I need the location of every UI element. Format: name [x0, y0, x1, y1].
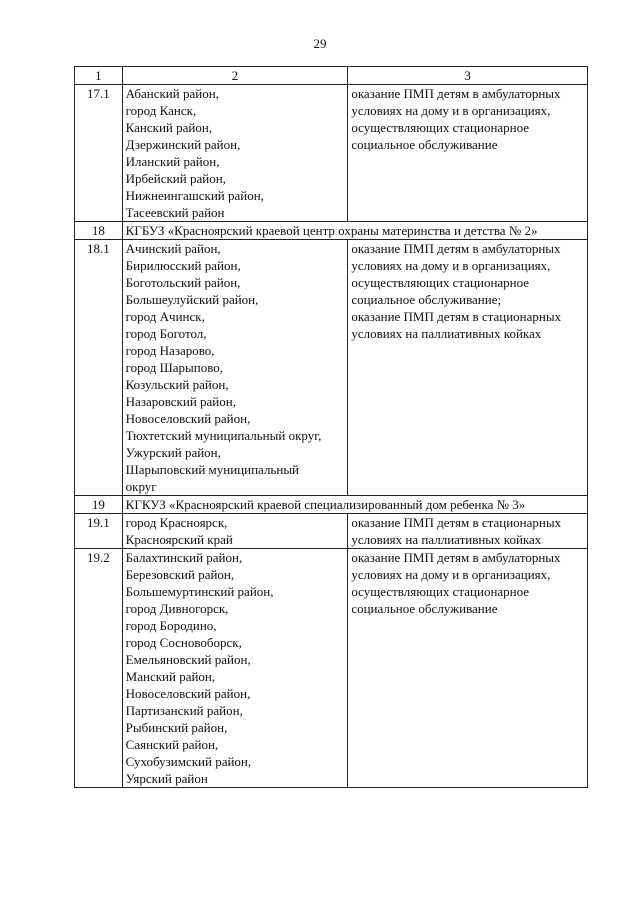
area-line: Абанский район,	[125, 86, 219, 101]
area-line: Боготольский район,	[125, 275, 241, 290]
area-line: Новоселовский район,	[125, 686, 251, 701]
header-col-2: 2	[122, 67, 348, 85]
organization-name: КГБУЗ «Красноярский краевой центр охраны материнства и детства № 2»	[122, 222, 587, 240]
row-number: 19	[75, 496, 123, 514]
services-table	[74, 66, 588, 788]
table-row	[75, 549, 588, 788]
table-row	[75, 514, 588, 549]
row-number: 19.1	[75, 514, 123, 549]
area-line: Большемуртинский район,	[125, 584, 274, 599]
table-row	[75, 240, 588, 496]
organization-name: КГКУЗ «Красноярский краевой специализированный дом ребенка № 3»	[122, 496, 587, 514]
area-line: Емельяновский район,	[125, 652, 251, 667]
services-cell	[348, 514, 588, 549]
area-line: Ирбейский район,	[125, 171, 226, 186]
header-col-3: 3	[348, 67, 588, 85]
service-line: условиях на дому и в организациях,	[351, 567, 551, 582]
area-line: Березовский район,	[125, 567, 235, 582]
areas-cell	[122, 85, 348, 222]
areas-cell	[122, 549, 348, 788]
table-row	[75, 85, 588, 222]
area-line: Манский район,	[125, 669, 216, 684]
area-line: город Сосновоборск,	[125, 635, 242, 650]
service-line: социальное обслуживание;	[351, 292, 502, 307]
service-line: оказание ПМП детям в стационарных	[351, 309, 562, 324]
area-line: Иланский район,	[125, 154, 220, 169]
area-line: Ачинский район,	[125, 241, 221, 256]
area-line: город Канск,	[125, 103, 197, 118]
area-line: Партизанский район,	[125, 703, 243, 718]
service-line: осуществляющих стационарное	[351, 584, 530, 599]
services-cell	[348, 85, 588, 222]
area-line: Шарыповский муниципальный	[125, 462, 300, 477]
area-line: Сухобузимский район,	[125, 754, 252, 769]
area-line: Козульский район,	[125, 377, 229, 392]
table-header-row	[75, 67, 588, 85]
organization-row	[75, 222, 588, 240]
area-line: Тасеевский район	[125, 205, 225, 220]
header-col-1: 1	[75, 67, 123, 85]
service-line: условиях на дому и в организациях,	[351, 258, 551, 273]
area-line: город Бородино,	[125, 618, 217, 633]
organization-row	[75, 496, 588, 514]
area-line: Красноярский край	[125, 532, 233, 547]
service-line: условиях на дому и в организациях,	[351, 103, 551, 118]
areas-cell	[122, 240, 348, 496]
services-cell	[348, 240, 588, 496]
area-line: город Назарово,	[125, 343, 215, 358]
area-line: город Ачинск,	[125, 309, 205, 324]
service-line: оказание ПМП детям в амбулаторных	[351, 86, 561, 101]
page-number: 29	[313, 36, 327, 51]
area-line: Большеулуйский район,	[125, 292, 259, 307]
area-line: Уярский район	[125, 771, 208, 786]
area-line: город Боготол,	[125, 326, 207, 341]
service-line: условиях на паллиативных койках	[351, 326, 542, 341]
area-line: Рыбинский район,	[125, 720, 228, 735]
area-line: Балахтинский район,	[125, 550, 243, 565]
service-line: осуществляющих стационарное	[351, 275, 530, 290]
area-line: Саянский район,	[125, 737, 219, 752]
service-line: оказание ПМП детям в амбулаторных	[351, 550, 561, 565]
area-line: Нижнеингашский район,	[125, 188, 264, 203]
row-number: 17.1	[75, 85, 123, 222]
service-line: осуществляющих стационарное	[351, 120, 530, 135]
service-line: оказание ПМП детям в амбулаторных	[351, 241, 561, 256]
row-number: 18	[75, 222, 123, 240]
area-line: Канский район,	[125, 120, 213, 135]
area-line: округ	[125, 479, 157, 494]
area-line: город Дивногорск,	[125, 601, 229, 616]
services-cell	[348, 549, 588, 788]
service-line: условиях на паллиативных койках	[351, 532, 542, 547]
service-line: оказание ПМП детям в стационарных	[351, 515, 562, 530]
area-line: Бирилюсский район,	[125, 258, 241, 273]
area-line: город Красноярск,	[125, 515, 228, 530]
service-line: социальное обслуживание	[351, 137, 498, 152]
area-line: Ужурский район,	[125, 445, 221, 460]
row-number: 18.1	[75, 240, 123, 496]
service-line: социальное обслуживание	[351, 601, 498, 616]
area-line: Дзержинский район,	[125, 137, 241, 152]
row-number: 19.2	[75, 549, 123, 788]
area-line: Новоселовский район,	[125, 411, 251, 426]
area-line: Тюхтетский муниципальный округ,	[125, 428, 322, 443]
area-line: Назаровский район,	[125, 394, 236, 409]
areas-cell	[122, 514, 348, 549]
area-line: город Шарыпово,	[125, 360, 224, 375]
